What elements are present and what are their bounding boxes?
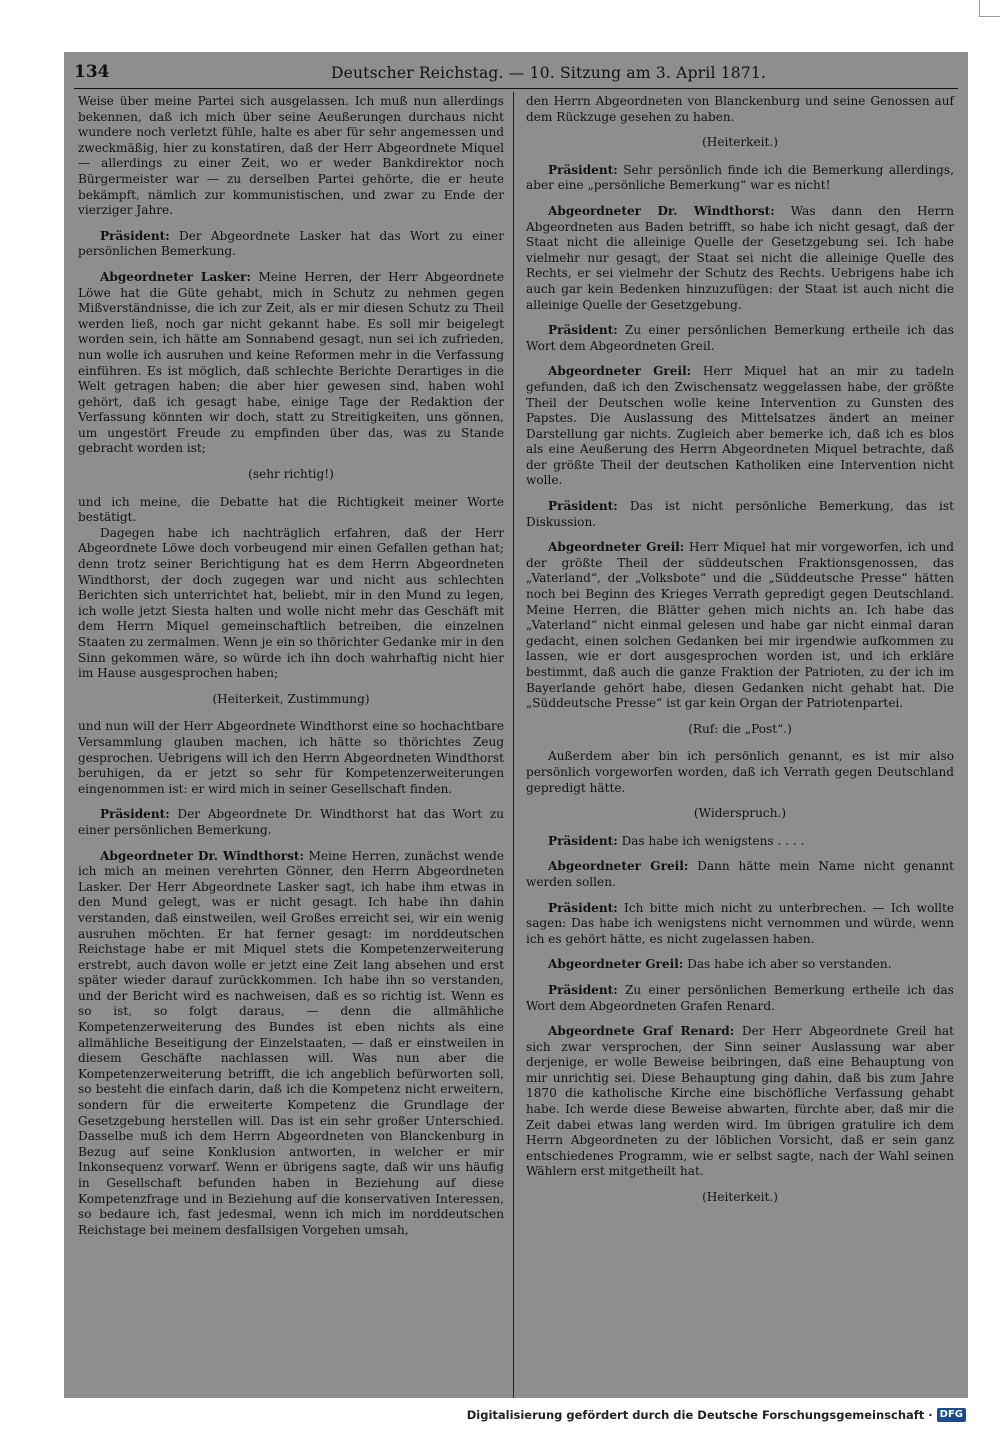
paragraph-text: Dagegen habe ich nachträglich erfahren, daß der Herr Abgeordnete Löwe doch vorbeugend mir einen Gefallen gethan hat; denn trotz seiner Berichtigung hat es dem Herrn Abgeordneten Windthorst, der doch zugegen war und nicht aus schlechten Berichten sich unterrichtet hat, beliebt, mir in den Mund zu legen, ich wolle jetzt Siesta halten und wolle nicht mehr das Geschäft mit dem Herrn Miquel gemeinschaftlich betreiben, die einzelnen Staaten zu zermalmen. Wenn je ein so thörichter Gedanke mir in den Sinn gekommen wäre, so würde ich ihn doch wahrhaftig nicht hier im Hause ausgesprochen haben; <box>78 525 504 681</box>
interjection <box>526 806 954 822</box>
text-paragraph <box>78 495 504 526</box>
speech-paragraph <box>78 849 504 1239</box>
speaker-label: Präsident: <box>548 323 618 338</box>
paragraph-text: (Ruf: die „Post“.) <box>688 721 792 736</box>
speech-paragraph <box>526 901 954 948</box>
paragraph-text: Meine Herren, zunächst wende ich mich an meinen verehrten Gönner, den Herrn Abgeordneten Lasker. Der Herr Abgeordnete Lasker sagt, ich habe ihm etwas in den Mund gelegt, was er nicht gesagt. Ich habe ihn dahin verstanden, daß einstweilen, weil Großes erreicht sei, wir ein wenig ausruhen möchten. Er hat ferner gesagt: im norddeutschen Reichstage habe er mit Miquel stets die Kompetenzerweiterung erstrebt, auch davon wolle er jetzt eine Zeit lang absehen und erst später wieder darauf zurückkommen. Ich habe ihn so verstanden, und der Bericht wird es nachweisen, daß es so richtig ist. Wenn es so ist, so folgt daraus, — denn die allmähliche Kompetenzerweiterung des Bundes ist eben nichts als eine allmähliche Beseitigung der Einzelstaaten, — daß er einstweilen in diesem Geschäfte nachlassen will. Was nun aber die Kompetenzerweiterung betrifft, die ich angeblich befürworten soll, so besteht die einfach darin, daß ich die Kompetenz nicht erweitern, sondern für die erweiterte Kompetenz die Grundlage der Gesetzgebung herstellen will. Das ist ein sehr großer Unterschied. Dasselbe muß ich dem Herrn Abgeordneten von Blanckenburg in Bezug auf seine Konklusion antworten, in welcher er mir Inkonsequenz vorwarf. Wenn er übrigens sagte, daß wir uns häufig in Gesellschaft befunden haben in Beziehung auf diese Kompetenzfrage und in Beziehung auf die konservativen Interessen, so bedaure ich, fast jedesmal, wenn ich mich im norddeutschen Reichstage bei meinem desfallsigen Vorgehen umsah, <box>78 848 504 1237</box>
paragraph-text: und nun will der Herr Abgeordnete Windthorst eine so hochachtbare Versammlung glauben machen, ich hätte so thörichtes Zeug gesprochen. Uebrigens will ich den Herrn Abgeordneten Windthorst beruhigen, da er jetzt so sehr für Kompetenzerweiterungen eingenommen ist: er wird mich in seiner Gesellschaft finden. <box>78 719 504 796</box>
speech-paragraph <box>78 807 504 838</box>
page-number: 134 <box>74 62 110 82</box>
paragraph-text: Meine Herren, der Herr Abgeordnete Löwe hat die Güte gehabt, mich in Schutz zu nehmen gegen Mißverständnisse, die ich zur Zeit, als er mir diesen Schutz zu Theil werden ließ, noch gar nicht gekannt habe. Es soll mir beigelegt worden sein, ich hätte am Sonnabend gesagt, nun sei ich zufrieden, nun wolle ich ausruhen und keine Reformen mehr in die Verfassung einführen. Es ist möglich, daß schlechte Berichte Derartiges in die Welt getragen haben; die aber hier gewesen sind, haben wohl gehört, daß ich gesagt habe, einige Tage der Redaktion der Verfassung könnten wir doch, statt zu Streitigkeiten, uns gönnen, um ungestört Freude zu empfinden über das, was zu Stande gebracht worden ist; <box>78 269 505 456</box>
paragraph-text: Der Herr Abgeordnete Greil hat sich zwar versprochen, der Sinn seiner Auslassung war aber derjenige, er wolle Beweise beibringen, daß eine Behauptung von mir unrichtig sei. Diese Behauptung ging dahin, daß bis zum Jahre 1870 die katholische Kirche eine bischöfliche Verfassung gehabt habe. Ich werde diese Beweise abwarten, fürchte aber, daß mir die Zeit dabei etwas lang werden wird. Im übrigen gratulire ich dem Herrn Abgeordneten zu der löblichen Vorsicht, daß er sein ganz entschiedenes Programm, wie er selbst sagte, nach der Wahl seinen Wählern erst mitgetheilt hat. <box>526 1024 954 1179</box>
speaker-label: Präsident: <box>548 162 618 177</box>
speech-paragraph <box>78 270 504 457</box>
paragraph-text: Ich bitte mich nicht zu unterbrechen. — Ich wollte sagen: Das habe ich wenigstens nicht vernommen und würde, wenn ich es gehört hätte, es nicht zugelassen haben. <box>526 900 954 946</box>
paragraph-text: Der Abgeordnete Dr. Windthorst hat das Wort zu einer persönlichen Bemerkung. <box>78 807 504 837</box>
footer-text: Digitalisierung gefördert durch die Deutsche Forschungsgemeinschaft <box>466 1408 925 1422</box>
speech-paragraph <box>526 204 954 313</box>
paragraph-text: und ich meine, die Debatte hat die Richtigkeit meiner Worte bestätigt. <box>78 494 504 525</box>
text-paragraph <box>78 719 504 797</box>
running-title: Deutscher Reichstag. — 10. Sitzung am 3. April 1871. <box>331 64 767 82</box>
scanned-page <box>64 52 968 1398</box>
speaker-label: Präsident: <box>100 228 170 243</box>
speaker-label: Abgeordneter Dr. Windthorst: <box>100 848 304 863</box>
speech-paragraph <box>526 957 954 973</box>
paragraph-text: (Heiterkeit.) <box>702 1190 778 1205</box>
right-column <box>526 94 954 1218</box>
paragraph-text: (sehr richtig!) <box>248 467 334 482</box>
paragraph-text: Der Abgeordnete Lasker hat das Wort zu einer persönlichen Bemerkung. <box>78 228 504 259</box>
speech-paragraph <box>526 859 954 890</box>
interjection <box>78 692 504 708</box>
speaker-label: Abgeordneter Lasker: <box>100 269 251 284</box>
paragraph-text: Weise über meine Partei sich ausgelassen. Ich muß nun allerdings bekennen, daß ich mich über seine Aeußerungen durchaus nicht wundere noch verletzt fühle, halte es aber für sehr angemessen und zweckmäßig, hier zu konstatiren, daß der Herr Abgeordnete Miquel — allerdings zu einer Zeit, wo er weder Bankdirektor noch Bürgermeister war — zu derselben Partei gehörte, die er heute bekämpft, nämlich zur kommunistischen, und zwar zu Ende der vierziger Jahre. <box>78 94 504 218</box>
interjection <box>526 1190 954 1206</box>
speaker-label: Präsident: <box>548 982 618 997</box>
interjection <box>78 467 504 483</box>
speech-paragraph <box>526 983 954 1014</box>
speech-paragraph <box>526 499 954 530</box>
speech-paragraph <box>526 834 954 850</box>
paragraph-text: (Widerspruch.) <box>693 806 787 821</box>
text-paragraph <box>78 526 504 682</box>
speaker-label: Abgeordnete Graf Renard: <box>548 1024 735 1039</box>
speech-paragraph <box>526 364 954 489</box>
speaker-label: Präsident: <box>548 499 618 514</box>
paragraph-text: Herr Miquel hat an mir zu tadeln gefunden, daß ich den Zwischensatz weggelassen habe, der größte Theil der Deutschen wolle keine Intervention zu Gunsten des Papstes. Die Auslassung des Mittelsatzes ändert an meiner Darstellung gar nichts. Zugleich aber bemerke ich, daß ich es blos als eine Aeußerung des Herrn Abgeordneten Miquel betrachte, daß der größte Theil der deutschen Katholiken eine Intervention nicht wolle. <box>526 364 954 488</box>
text-paragraph <box>526 94 954 125</box>
paragraph-text: Das habe ich aber so verstanden. <box>687 957 892 972</box>
speech-paragraph <box>526 323 954 354</box>
paragraph-text: Zu einer persönlichen Bemerkung ertheile ich das Wort dem Abgeordneten Grafen Renard. <box>526 982 954 1013</box>
interjection <box>526 135 954 151</box>
speech-paragraph <box>526 1024 954 1180</box>
dfg-logo: DFG <box>937 1408 966 1422</box>
paragraph-text: Das ist nicht persönliche Bemerkung, das ist Diskussion. <box>526 499 954 529</box>
speaker-label: Abgeordneter Greil: <box>548 957 684 972</box>
page-header <box>74 60 954 90</box>
paragraph-text: den Herrn Abgeordneten von Blanckenburg und seine Genossen auf dem Rückzuge gesehen zu haben. <box>526 94 954 124</box>
paragraph-text: Das habe ich wenigstens . . . . <box>621 833 805 848</box>
header-rule <box>74 88 958 89</box>
paragraph-text: (Heiterkeit.) <box>702 135 778 150</box>
speaker-label: Präsident: <box>548 833 618 848</box>
speaker-label: Abgeordneter Dr. Windthorst: <box>548 203 775 218</box>
speech-paragraph <box>526 163 954 194</box>
scan-corner-mark <box>979 0 1000 17</box>
speaker-label: Präsident: <box>548 900 618 915</box>
column-divider <box>513 92 514 1398</box>
paragraph-text: (Heiterkeit, Zustimmung) <box>212 691 370 706</box>
text-paragraph <box>78 94 504 219</box>
left-column <box>78 94 504 1248</box>
speech-paragraph <box>526 540 954 712</box>
speaker-label: Abgeordneter Greil: <box>548 859 689 874</box>
speaker-label: Abgeordneter Greil: <box>548 540 685 555</box>
paragraph-text: Zu einer persönlichen Bemerkung ertheile ich das Wort dem Abgeordneten Greil. <box>526 323 954 353</box>
interjection <box>526 722 954 738</box>
digitization-footer <box>467 1408 966 1422</box>
speaker-label: Präsident: <box>100 807 170 822</box>
paragraph-text: Was dann den Herrn Abgeordneten aus Baden betrifft, so habe ich nicht gesagt, daß der Staat nicht die alleinige Quelle der Gesetzgebung sei. Ich habe vielmehr nur gesagt, der Staat sei nicht die alleinige Quelle des Rechts, er sei vielmehr der Schutz des Rechts. Uebrigens habe ich auch gar kein Bedenken hinzuzufügen: der Staat ist auch nicht die alleinige Quelle der Gesetzgebung. <box>526 203 954 312</box>
text-paragraph <box>526 749 954 796</box>
footer-separator: · <box>928 1408 933 1422</box>
paragraph-text: Sehr persönlich finde ich die Bemerkung allerdings, aber eine „persönliche Bemerkung“ war es nicht! <box>526 162 954 193</box>
speaker-label: Abgeordneter Greil: <box>548 364 692 379</box>
paragraph-text: Außerdem aber bin ich persönlich genannt, es ist mir also persönlich vorgeworfen worden, daß ich Verrath gegen Deutschland gepredigt hätte. <box>526 749 954 795</box>
paragraph-text: Herr Miquel hat mir vorgeworfen, ich und der größte Theil der süddeutschen Fraktionsgenossen, das „Vaterland“, der „Volksbote“ und die „Süddeutsche Presse“ hätten noch bei Beginn des Krieges Verrath gepredigt gegen Deutschland. Meine Herren, die Blätter gehen mich nichts an. Ich habe das „Vaterland“ nicht einmal gelesen und habe gar nicht einmal daran gedacht, einen solchen Gedanken bei mir irgendwie aufkommen zu lassen, wie er dort ausgesprochen worden ist, und ich erkläre bestimmt, daß auch die ganze Fraktion der Patrioten, zu der ich im Bayerlande gehört habe, diesen Gedanken nicht gehabt hat. Die „Süddeutsche Presse“ ist gar kein Organ der Patriotenpartei. <box>526 540 955 711</box>
paragraph-text: Dann hätte mein Name nicht genannt werden sollen. <box>526 859 954 889</box>
speech-paragraph <box>78 229 504 260</box>
